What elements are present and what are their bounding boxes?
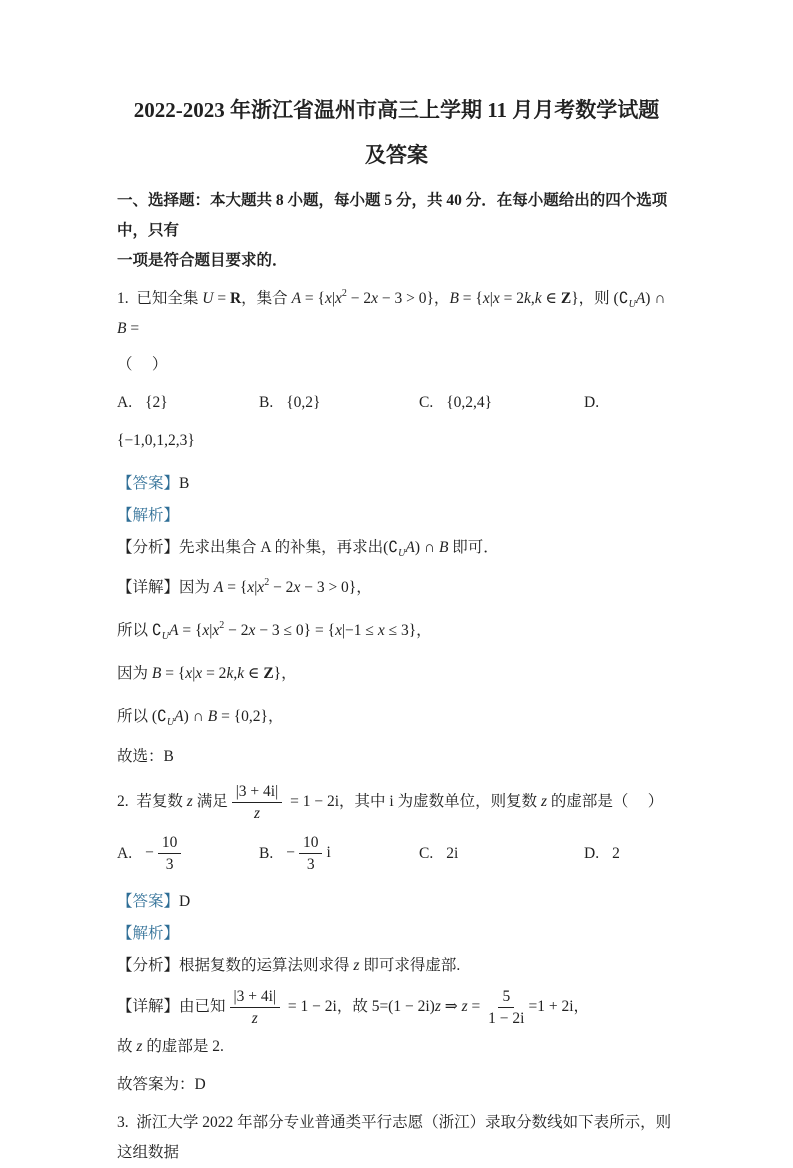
text-segment: Z <box>263 665 274 682</box>
option-label: D. <box>584 394 600 411</box>
question-1-conclusion <box>117 742 676 772</box>
text-segment: − 3 ≤ 0} = { <box>255 622 336 639</box>
text-segment: B <box>438 539 449 556</box>
text-segment: − <box>145 844 154 862</box>
text-segment: = { <box>178 622 203 639</box>
fraction-denominator <box>166 854 174 874</box>
text-segment: = <box>126 320 140 337</box>
text-segment: A <box>291 290 302 307</box>
text-segment: = 2 <box>202 665 227 682</box>
option-content <box>286 833 331 874</box>
text-segment: B <box>207 708 218 725</box>
text-segment: 10 <box>302 834 319 851</box>
text-segment: , <box>530 290 535 307</box>
text-segment: 【答案】 <box>117 475 180 492</box>
option-label: B. <box>259 394 274 411</box>
text-segment: 2 <box>219 620 225 631</box>
text-segment: x <box>257 579 265 596</box>
text-segment: 满足 <box>192 793 228 811</box>
text-segment: k <box>237 665 245 682</box>
text-segment: z <box>186 793 193 811</box>
text-segment: ∈ <box>541 290 561 307</box>
text-segment: 因为 <box>117 665 152 682</box>
text-segment: x <box>202 622 210 639</box>
text-segment: B <box>151 665 162 682</box>
fraction-numerator <box>158 833 182 854</box>
text-segment: U <box>398 548 406 559</box>
text-segment: ∁ <box>157 708 167 725</box>
text-segment: z <box>251 1010 258 1027</box>
text-segment: x <box>377 622 385 639</box>
fraction <box>230 987 281 1028</box>
text-segment: x <box>212 622 220 639</box>
option-c <box>419 839 584 869</box>
text-segment: = { <box>223 579 248 596</box>
question-1-stem <box>117 284 676 344</box>
document-title-line-1: 2022-2023 年浙江省温州市高三上学期 11 月月考数学试题 <box>133 98 660 122</box>
text-segment: 1. 已知全集 <box>117 290 203 307</box>
option-content <box>286 388 320 418</box>
question-2-stem <box>117 782 676 823</box>
text-segment: 【分析】先求出集合 A 的补集，再求出( <box>117 539 389 556</box>
text-segment: 2. 若复数 <box>117 793 187 811</box>
fraction-denominator <box>254 803 260 823</box>
text-segment: z <box>461 998 468 1016</box>
text-segment: 3. 浙江大学 2022 年部分专业普通类平行志愿（浙江）录取分数线如下表所示，则这组数据 <box>117 1114 672 1161</box>
text-segment: = { <box>458 290 483 307</box>
text-segment: i <box>326 844 331 862</box>
text-segment: 2 <box>264 577 270 588</box>
text-segment: 【详解】因为 <box>117 579 214 596</box>
text-segment: z <box>540 793 547 811</box>
option-a <box>117 388 259 418</box>
text-segment: 即可求得虚部. <box>359 957 461 974</box>
text-segment: − 3 > 0}， <box>378 290 450 307</box>
text-segment: x <box>335 622 342 639</box>
text-segment: x <box>482 290 490 307</box>
text-segment: − 2 <box>269 579 294 596</box>
option-label: A. <box>117 394 133 411</box>
text-segment: x <box>195 665 203 682</box>
text-segment: x <box>334 290 342 307</box>
question-3-stem <box>117 1108 676 1168</box>
text-segment: 的虚部是 2. <box>142 1038 224 1055</box>
text-segment: z <box>353 957 360 974</box>
fraction-numerator <box>230 987 281 1008</box>
option-label: B. <box>259 844 274 862</box>
text-segment: {0,2} <box>286 394 321 411</box>
fraction-denominator <box>307 854 315 874</box>
text-segment: z <box>253 805 260 822</box>
text-segment: }，则 ( <box>571 290 619 307</box>
text-segment: x <box>324 290 332 307</box>
text-segment: ) ∩ <box>183 708 208 725</box>
text-segment: x <box>247 579 255 596</box>
text-segment: = <box>213 290 230 307</box>
text-segment: = {0,2}， <box>217 708 284 725</box>
text-segment: B <box>179 475 190 492</box>
text-segment: {−1,0,1,2,3} <box>117 432 195 449</box>
fraction-numerator <box>498 987 514 1008</box>
text-segment: − 2 <box>346 290 372 307</box>
option-content <box>145 833 185 874</box>
text-segment: U <box>166 717 175 728</box>
option-b <box>259 388 419 418</box>
text-segment: ) ∩ <box>645 290 666 307</box>
text-segment: − 3 > 0}， <box>300 579 372 596</box>
text-segment: A <box>213 579 224 596</box>
text-segment: （ ） <box>117 356 168 373</box>
text-segment: 3 <box>306 856 315 873</box>
option-c <box>419 388 584 418</box>
question-1-analysis <box>117 533 676 563</box>
text-segment: = 1 − 2i，其中 i 为虚数单位，则复数 <box>286 793 541 811</box>
fraction-denominator <box>252 1008 258 1028</box>
question-2-detail-line-2 <box>117 1032 676 1062</box>
fraction <box>158 833 182 874</box>
text-segment: x <box>185 665 193 682</box>
text-segment: ) ∩ <box>414 539 439 556</box>
question-1-option-d-content <box>117 426 676 456</box>
question-2-analysis <box>117 951 676 981</box>
question-1-detail-line-1 <box>117 573 676 603</box>
text-segment: 2i <box>446 844 459 862</box>
text-segment: A <box>169 622 179 639</box>
option-content <box>612 839 620 869</box>
question-2-jiexi-label <box>117 919 676 949</box>
text-segment: 即可． <box>448 539 499 556</box>
text-segment: | <box>489 290 493 307</box>
text-segment: = { <box>301 290 325 307</box>
text-segment: = 1 − 2i，故 5=(1 − 2i) <box>284 998 435 1016</box>
text-segment: | <box>331 290 335 307</box>
fraction <box>232 782 283 823</box>
text-segment: 【答案】 <box>117 893 180 910</box>
text-segment: U <box>161 631 169 642</box>
text-segment: A <box>405 539 415 556</box>
text-segment: {2} <box>145 394 168 411</box>
text-segment: 【解析】 <box>117 507 180 524</box>
text-segment: k <box>226 665 234 682</box>
option-content <box>446 839 458 869</box>
text-segment: x <box>293 579 301 596</box>
text-segment: 故 <box>117 1038 137 1055</box>
text-segment: Z <box>560 290 572 307</box>
question-1-detail-line-2 <box>117 616 676 646</box>
option-label: C. <box>419 844 434 862</box>
text-segment: A <box>635 290 646 307</box>
text-segment: ∈ <box>244 665 264 682</box>
option-a <box>117 833 259 874</box>
text-segment: 【解析】 <box>117 925 180 942</box>
text-segment: 故答案为：D <box>117 1076 206 1093</box>
section-header-line-2 <box>117 246 676 276</box>
question-1-answer <box>117 469 676 499</box>
text-segment: 1 − 2i <box>488 1010 525 1027</box>
fraction-numerator <box>232 782 283 803</box>
text-segment: |3 + 4i| <box>235 783 279 800</box>
text-segment: 的虚部是（ ） <box>547 793 664 811</box>
text-segment: R <box>229 290 242 307</box>
text-segment: A <box>174 708 184 725</box>
option-content <box>446 388 492 418</box>
text-segment: B <box>117 320 127 337</box>
question-1-jiexi-label <box>117 501 676 531</box>
text-segment: k <box>523 290 531 307</box>
text-segment: ≤ 3}， <box>384 622 432 639</box>
text-segment: | <box>209 622 213 639</box>
option-label: C. <box>419 394 434 411</box>
text-segment: | <box>254 579 258 596</box>
option-d <box>584 388 676 418</box>
text-segment: |3 + 4i| <box>233 988 277 1005</box>
document-body <box>117 186 676 1168</box>
text-segment: , <box>233 665 238 682</box>
text-segment: D <box>179 893 191 910</box>
text-segment: U <box>628 299 636 310</box>
document-title-line-2: 及答案 <box>365 143 428 167</box>
text-segment: − <box>286 844 295 862</box>
text-segment: }， <box>273 665 297 682</box>
text-segment: ⇒ <box>440 998 462 1016</box>
text-segment: 5 <box>502 988 511 1005</box>
option-b <box>259 833 419 874</box>
question-2-conclusion <box>117 1070 676 1100</box>
option-d <box>584 839 676 869</box>
text-segment: 2 <box>341 288 347 299</box>
question-1-detail-line-4 <box>117 702 676 732</box>
text-segment: x <box>371 290 378 307</box>
text-segment: 【分析】根据复数的运算法则求得 <box>117 957 354 974</box>
question-1-detail-line-3 <box>117 659 676 689</box>
text-segment: − 2 <box>224 622 249 639</box>
text-segment: = { <box>161 665 186 682</box>
text-segment: 2 <box>612 844 620 862</box>
text-segment: ，集合 <box>241 290 292 307</box>
text-segment: |−1 ≤ <box>341 622 378 639</box>
text-segment: x <box>248 622 256 639</box>
text-segment: = 2 <box>499 290 524 307</box>
text-segment: k <box>534 290 542 307</box>
text-segment: 一、选择题：本大题共 8 小题，每小题 5 分，共 40 分．在每小题给出的四个选项中，只有 <box>117 192 668 239</box>
text-segment: B <box>449 290 459 307</box>
section-header-line-1 <box>117 186 676 246</box>
text-segment: 一项是符合题目要求的． <box>117 252 288 269</box>
question-1-paren-blank <box>117 350 676 380</box>
fraction-numerator <box>299 833 323 854</box>
text-segment: 故选：B <box>117 748 174 765</box>
text-segment: | <box>192 665 196 682</box>
fraction <box>488 987 524 1028</box>
text-segment: = <box>467 998 485 1016</box>
fraction-denominator <box>488 1008 524 1028</box>
text-segment: z <box>136 1038 143 1055</box>
question-2-answer <box>117 887 676 917</box>
text-segment: ∁ <box>151 622 162 639</box>
text-segment: 所以 <box>117 622 152 639</box>
question-2-detail-line-1 <box>117 987 676 1028</box>
text-segment: z <box>434 998 441 1016</box>
text-segment: ∁ <box>618 290 629 307</box>
text-segment: =1 + 2i， <box>528 998 590 1016</box>
option-label: A. <box>117 844 133 862</box>
option-label: D. <box>584 844 600 862</box>
text-segment: 3 <box>165 856 174 873</box>
text-segment: {0,2,4} <box>446 394 493 411</box>
text-segment: ∁ <box>388 539 399 556</box>
text-segment: U <box>202 290 214 307</box>
question-1-options <box>117 388 676 418</box>
text-segment: 10 <box>161 834 178 851</box>
option-content <box>145 388 168 418</box>
text-segment: 所以 ( <box>117 708 158 725</box>
fraction <box>299 833 323 874</box>
text-segment: x <box>492 290 500 307</box>
question-2-options <box>117 833 676 874</box>
text-segment: 【详解】由已知 <box>117 998 226 1016</box>
